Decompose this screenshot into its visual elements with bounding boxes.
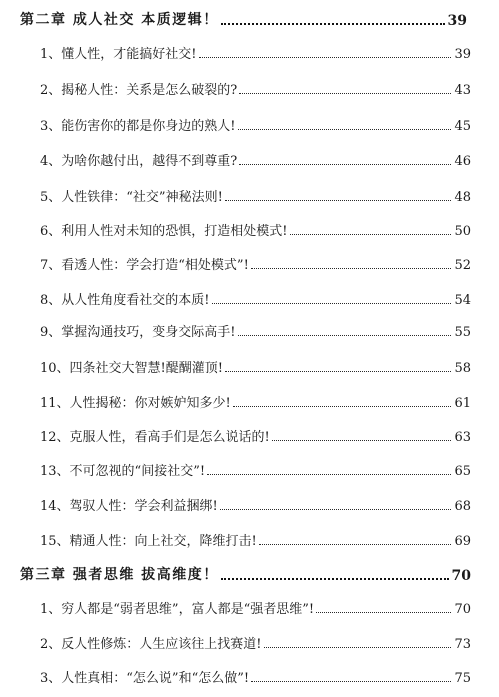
page-number: 39 [447, 13, 467, 29]
dot-leader [239, 164, 451, 165]
entry-title: 2、揭秘人性：关系是怎么破裂的? [40, 83, 238, 98]
dot-leader [207, 474, 451, 475]
page-number: 46 [454, 154, 471, 169]
dot-leader [239, 93, 451, 94]
dot-leader [272, 440, 452, 441]
page-number: 61 [454, 396, 471, 411]
dot-leader [251, 681, 451, 682]
entry-title: 7、看透人性：学会打造“相处模式”! [40, 258, 249, 273]
dot-leader [238, 335, 452, 336]
entry-title: 12、克服人性，看高手们是怎么说话的! [40, 430, 270, 445]
page-number: 63 [454, 430, 471, 445]
dot-leader [199, 57, 452, 58]
dot-leader [264, 647, 452, 648]
entry-title: 10、四条社交大智慧!醍醐灌顶! [40, 361, 223, 376]
toc-entry [40, 78, 471, 98]
entry-title: 8、从人性角度看社交的本质! [40, 293, 210, 308]
page-number: 43 [454, 83, 471, 98]
page-number: 75 [454, 671, 471, 686]
entry-title: 15、精通人性：向上社交，降维打击! [40, 534, 257, 549]
page-number: 45 [454, 119, 471, 134]
page-number: 73 [454, 637, 471, 652]
entry-title: 1、懂人性，才能搞好社交! [40, 47, 197, 62]
entry-title: 6、利用人性对未知的恐惧，打造相处模式! [40, 224, 288, 239]
dot-leader [233, 406, 452, 407]
toc-entry [40, 42, 471, 62]
dot-leader [221, 578, 449, 580]
dot-leader [290, 234, 452, 235]
dot-leader [251, 268, 452, 269]
entry-title: 4、为啥你越付出，越得不到尊重? [40, 154, 238, 169]
entry-title: 3、能伤害你的都是你身边的熟人! [40, 119, 236, 134]
page-number: 52 [454, 258, 471, 273]
toc-entry [40, 219, 471, 239]
page-number: 58 [454, 361, 471, 376]
dot-leader [221, 23, 445, 25]
toc-entry [40, 185, 471, 205]
page-number: 70 [454, 602, 471, 617]
page-number: 65 [454, 464, 471, 479]
entry-title: 2、反人性修炼：人生应该往上找赛道! [40, 637, 262, 652]
entry-title: 1、穷人都是“弱者思维”，富人都是“强者思维”! [40, 602, 315, 617]
page-number: 55 [454, 325, 471, 340]
toc-entry [40, 391, 471, 411]
dot-leader [220, 509, 452, 510]
dot-leader [225, 371, 451, 372]
entry-title: 3、人性真相：“怎么说”和“怎么做”! [40, 671, 250, 686]
entry-title: 13、不可忽视的“间接社交”! [40, 464, 206, 479]
toc-entry [40, 459, 471, 479]
page-number: 54 [454, 293, 471, 308]
chapter-heading [20, 564, 471, 584]
dot-leader [225, 200, 452, 201]
chapter-heading [20, 9, 467, 29]
page-number: 48 [454, 190, 471, 205]
entry-title: 14、驾驭人性：学会利益捆绑! [40, 499, 218, 514]
toc-entry [40, 288, 471, 308]
toc-entry [40, 320, 471, 340]
toc-entry [40, 425, 471, 445]
page-number: 39 [454, 47, 471, 62]
toc-entry [40, 529, 471, 549]
toc-entry [40, 253, 471, 273]
dot-leader [259, 544, 452, 545]
dot-leader [212, 303, 452, 304]
toc-entry [40, 149, 471, 169]
toc-entry [40, 666, 471, 686]
toc-entry [40, 356, 471, 376]
toc-entry [40, 597, 471, 617]
entry-title: 11、人性揭秘：你对嫉妒知多少! [40, 396, 231, 411]
page-number: 69 [454, 534, 471, 549]
toc-entry [40, 114, 471, 134]
dot-leader [238, 129, 452, 130]
entry-title: 5、人性铁律：“社交”神秘法则! [40, 190, 223, 205]
chapter-title: 第三章 强者思维 拔高维度！ [20, 567, 219, 583]
toc-entry [40, 494, 471, 514]
entry-title: 9、掌握沟通技巧，变身交际高手! [40, 325, 236, 340]
page-number: 50 [454, 224, 471, 239]
page-number: 70 [451, 568, 471, 584]
chapter-title: 第二章 成人社交 本质逻辑！ [20, 12, 219, 28]
toc-entry [40, 632, 471, 652]
page-number: 68 [454, 499, 471, 514]
dot-leader [316, 612, 451, 613]
